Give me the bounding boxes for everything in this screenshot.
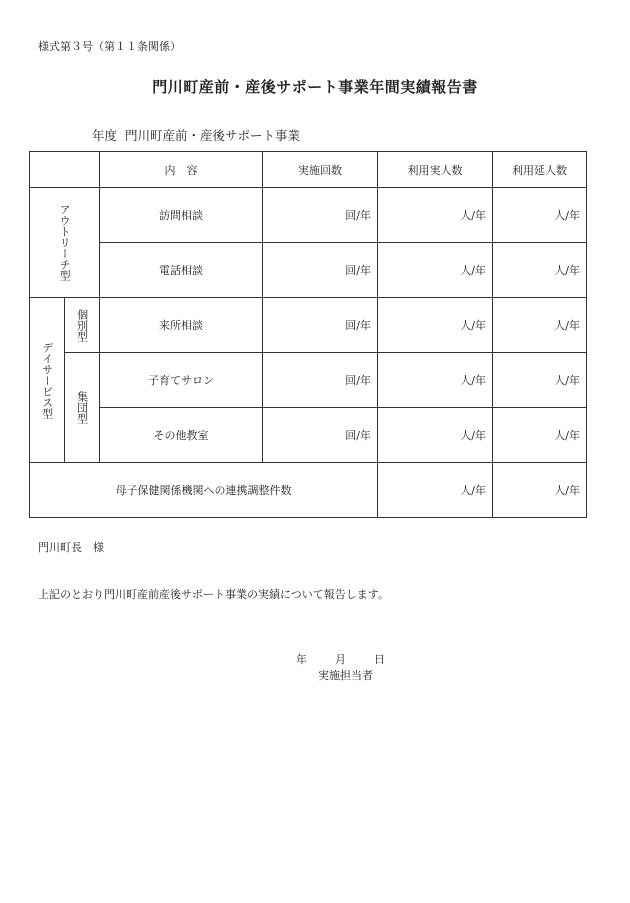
header-sessions: 実施回数 [263,152,378,188]
item-salon: 子育てサロン [100,353,263,408]
group-dayservice-cell [30,298,65,463]
subgroup-group-label: 集団型 [75,391,89,424]
date-line [296,651,413,667]
table-row [30,353,587,408]
total-users-unit: 人/年 [493,243,587,298]
table-row [30,188,587,243]
group-outreach-cell [30,188,100,298]
group-dayservice-label: デイサービス型 [40,341,54,419]
subgroup-individual-cell [65,298,100,353]
item-visit: 訪問相談 [100,188,263,243]
sessions-unit: 回/年 [263,353,378,408]
program-name: 門川町産前・産後サポート事業 [125,128,301,143]
form-number: 様式第３号（第１１条関係） [38,40,181,53]
item-phone: 電話相談 [100,243,263,298]
item-coordination: 母子保健関係機関への連携調整件数 [30,463,378,518]
users-unit: 人/年 [378,298,493,353]
users-unit: 人/年 [378,408,493,463]
item-other: その他教室 [100,408,263,463]
statement: 上記のとおり門川町産前産後サポート事業の実績について報告します。 [38,588,389,601]
header-blank-cell [30,152,100,188]
table-row [30,463,587,518]
sessions-unit: 回/年 [263,243,378,298]
total-users-unit: 人/年 [493,298,587,353]
total-users-unit: 人/年 [493,408,587,463]
sessions-unit: 回/年 [263,188,378,243]
subtitle [92,126,308,144]
table-row [30,408,587,463]
signer: 実施担当者 [318,669,373,682]
sessions-unit: 回/年 [263,298,378,353]
header-users: 利用実人数 [378,152,493,188]
table-row [30,298,587,353]
users-unit: 人/年 [378,243,493,298]
header-total-users: 利用延人数 [493,152,587,188]
date-month: 月 [335,653,346,666]
total-users-unit: 人/年 [493,353,587,408]
addressee: 門川町長 様 [38,541,104,554]
date-year: 年 [296,653,307,666]
table-header-row [30,152,587,188]
subgroup-group-cell [65,353,100,463]
year-label: 年度 [92,128,118,143]
sessions-unit: 回/年 [263,408,378,463]
report-table [29,151,587,518]
table-row [30,243,587,298]
header-content: 内 容 [100,152,263,188]
document-title: 門川町産前・産後サポート事業年間実績報告書 [152,78,478,96]
item-walkin: 来所相談 [100,298,263,353]
total-users-unit: 人/年 [493,188,587,243]
subgroup-individual-label: 個別型 [75,308,89,342]
users-unit: 人/年 [378,463,493,518]
date-day: 日 [374,653,385,666]
users-unit: 人/年 [378,353,493,408]
users-unit: 人/年 [378,188,493,243]
total-users-unit: 人/年 [493,463,587,518]
group-outreach-label: アウトリーチ型 [58,204,72,281]
